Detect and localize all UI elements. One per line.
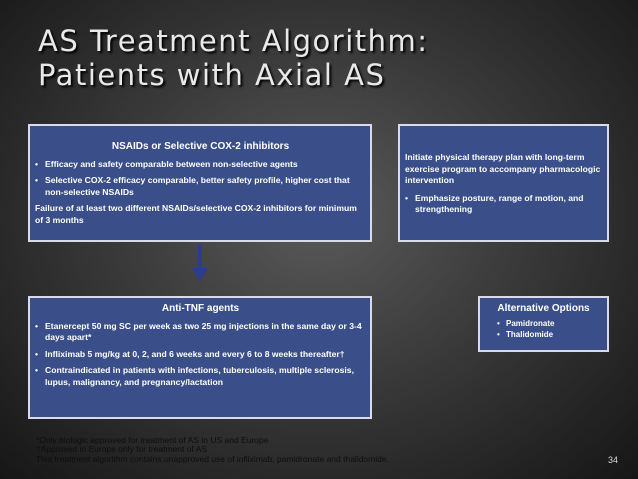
nsaid-box bbox=[28, 124, 372, 242]
nsaid-heading: NSAIDs or Selective COX-2 inhibitors bbox=[111, 141, 290, 152]
alternative-option-item: • Pamidronate bbox=[484, 318, 603, 329]
slide-title-line-1: AS Treatment Algorithm: bbox=[38, 24, 429, 58]
physical-therapy-bullet: • Emphasize posture, range of motion, and strengthening bbox=[405, 193, 601, 216]
footnote: *Only biologic approved for treatment of AS in US and Europe bbox=[36, 435, 269, 445]
footnote: †Approved in Europe only for treatment of AS bbox=[36, 444, 208, 455]
slide-title-line-2: Patients with Axial AS bbox=[38, 58, 386, 92]
physical-therapy-text: Initiate physical therapy plan with long-term exercise program to accompany pharmacologic intervention bbox=[405, 152, 601, 185]
alternative-option-item: • Thalidomide bbox=[484, 329, 603, 340]
anti-tnf-heading: Anti-TNF agents bbox=[161, 303, 240, 314]
alternative-options-box bbox=[478, 296, 609, 352]
down-arrow-icon bbox=[192, 244, 208, 282]
anti-tnf-bullet: • Etanercept 50 mg SC per week as two 25 mg injections in the same day or 3-4 days apart* bbox=[35, 321, 366, 344]
anti-tnf-box bbox=[28, 296, 372, 419]
anti-tnf-bullet: • Contraindicated in patients with infections, tuberculosis, multiple sclerosis, lupus, malignancy, and pregnancy/lactation bbox=[35, 365, 366, 388]
slide-title bbox=[38, 24, 429, 92]
nsaid-bullet: • Selective COX-2 efficacy comparable, better safety profile, higher cost that non-selective NSAIDs bbox=[35, 175, 366, 198]
physical-therapy-box bbox=[398, 124, 609, 242]
footnotes bbox=[36, 436, 389, 464]
nsaid-failure-note: Failure of at least two different NSAIDs/selective COX-2 inhibitors for minimum of 3 months bbox=[35, 203, 357, 225]
nsaid-bullet: • Efficacy and safety comparable between non-selective agents bbox=[35, 159, 366, 171]
footnote: This treatment algorithm contains unapproved use of infliximab, pamidronate and thalidomide. bbox=[36, 453, 389, 464]
anti-tnf-bullet: • Infliximab 5 mg/kg at 0, 2, and 6 weeks and every 6 to 8 weeks thereafter† bbox=[35, 349, 366, 361]
alternative-options-heading: Alternative Options bbox=[497, 303, 590, 314]
slide-number: 34 bbox=[607, 455, 618, 465]
